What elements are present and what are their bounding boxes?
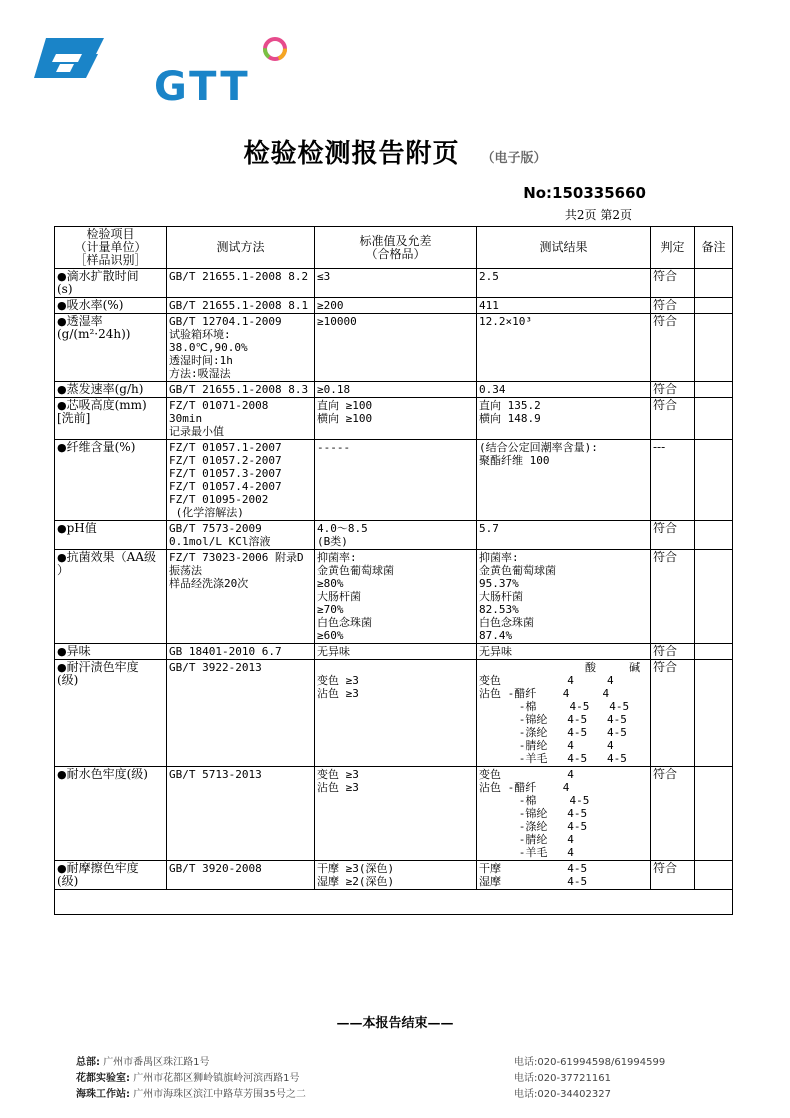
cell-result: 直向 135.2 横向 148.9: [477, 398, 651, 440]
cell-standard: 4.0～8.5 (B类): [315, 521, 477, 550]
bullet-icon: ●: [57, 661, 67, 674]
cell-standard: 变色 ≥3 沾色 ≥3: [315, 767, 477, 861]
cell-item: [55, 521, 167, 550]
blank-cell: [55, 890, 733, 915]
cell-remark: [695, 660, 733, 767]
header-standard: 标准值及允差 （合格品）: [315, 227, 477, 269]
cell-item: [55, 382, 167, 398]
cell-remark: [695, 269, 733, 298]
table-row: [55, 521, 733, 550]
cell-method: GB/T 5713-2013: [167, 767, 315, 861]
gtt-logo-mark-icon: [34, 34, 124, 84]
cell-item: [55, 440, 167, 521]
cell-result: 0.34: [477, 382, 651, 398]
cell-item: [55, 550, 167, 644]
item-label: 透湿率 (g/(m²·24h)): [57, 314, 131, 341]
cell-standard: ≥0.18: [315, 382, 477, 398]
bullet-icon: ●: [57, 522, 67, 535]
cell-result: 变色 4 沾色 -醋纤 4 -棉 4-5 -锦纶 4-5 -涤纶 4-5 -腈纶 4 -羊毛 4: [477, 767, 651, 861]
cell-item: [55, 767, 167, 861]
footer-label: 花都实验室:: [76, 1073, 130, 1084]
bullet-icon: ●: [57, 399, 67, 412]
table-header-row: [55, 227, 733, 269]
cell-verdict: 符合: [651, 269, 695, 298]
cell-item: [55, 644, 167, 660]
table-row: [55, 298, 733, 314]
item-label: 纤维含量(%): [66, 440, 136, 454]
cell-method: FZ/T 73023-2006 附录D 振荡法 样品经洗涤20次: [167, 550, 315, 644]
table-row: [55, 660, 733, 767]
header-result: 测试结果: [477, 227, 651, 269]
table-row: [55, 861, 733, 890]
table-body: [55, 269, 733, 915]
results-table: [54, 226, 733, 915]
cell-result: 干摩 4-5 湿摩 4-5: [477, 861, 651, 890]
item-label: 滴水扩散时间 (s): [57, 269, 139, 296]
cell-remark: [695, 382, 733, 398]
cell-remark: [695, 298, 733, 314]
item-label: 芯吸高度(mm) [洗前]: [57, 398, 147, 425]
cell-remark: [695, 644, 733, 660]
cell-standard: -----: [315, 440, 477, 521]
cell-item: [55, 314, 167, 382]
cell-verdict: 符合: [651, 398, 695, 440]
cell-remark: [695, 521, 733, 550]
footer-address: 广州市番禺区珠江路1号: [103, 1057, 210, 1068]
cell-remark: [695, 398, 733, 440]
footer-label: 总部:: [76, 1057, 100, 1068]
cell-method: FZ/T 01057.1-2007 FZ/T 01057.2-2007 FZ/T 01057.3-2007 FZ/T 01057.4-2007 FZ/T 01095-2002 (化学溶解法): [167, 440, 315, 521]
header-method: 测试方法: [167, 227, 315, 269]
cell-remark: [695, 314, 733, 382]
footer-row: [76, 1055, 716, 1071]
cell-standard: ≥10000: [315, 314, 477, 382]
bullet-icon: ●: [57, 270, 67, 283]
cell-item: [55, 398, 167, 440]
item-label: 蒸发速率(g/h): [66, 382, 144, 396]
cell-verdict: 符合: [651, 767, 695, 861]
table-row: [55, 440, 733, 521]
cell-verdict: 符合: [651, 521, 695, 550]
logo-text: GTT: [154, 64, 251, 110]
cell-result: 酸 碱 变色 4 4 沾色 -醋纤 4 4 -棉 4-5 4-5 -锦纶 4-5 4-5 -涤纶 4-5 4-5 -腈纶 4 4 -羊毛 4-5 4-5: [477, 660, 651, 767]
cell-remark: [695, 767, 733, 861]
cell-verdict: ---: [651, 440, 695, 521]
cell-method: GB/T 3922-2013: [167, 660, 315, 767]
cell-result: 12.2×10³: [477, 314, 651, 382]
cell-verdict: 符合: [651, 644, 695, 660]
cell-method: GB/T 21655.1-2008 8.1: [167, 298, 315, 314]
cell-verdict: 符合: [651, 660, 695, 767]
cell-standard: 无异味: [315, 644, 477, 660]
item-label: pH值: [66, 521, 97, 535]
cell-item: [55, 861, 167, 890]
cell-standard: ≥200: [315, 298, 477, 314]
footer-label: 海珠工作站:: [76, 1089, 130, 1100]
cell-method: GB/T 7573-2009 0.1mol/L KCl溶液: [167, 521, 315, 550]
footer: [76, 1055, 716, 1103]
table-row: [55, 382, 733, 398]
bullet-icon: ●: [57, 645, 67, 658]
blank-row: [55, 890, 733, 915]
title-sub: （电子版）: [481, 151, 547, 166]
bullet-icon: ●: [57, 551, 67, 564]
cell-verdict: 符合: [651, 550, 695, 644]
cell-remark: [695, 440, 733, 521]
table-row: [55, 269, 733, 298]
cell-method: GB 18401-2010 6.7: [167, 644, 315, 660]
footer-phone: 电话:020-34402327: [514, 1089, 611, 1100]
cell-method: GB/T 12704.1-2009 试验箱环境: 38.0℃,90.0% 透湿时间:1h 方法:吸湿法: [167, 314, 315, 382]
bullet-icon: ●: [57, 768, 67, 781]
footer-address: 广州市花都区狮岭镇旗岭河滨西路1号: [133, 1073, 300, 1084]
cell-standard: 直向 ≥100 横向 ≥100: [315, 398, 477, 440]
cell-standard: 干摩 ≥3(深色) 湿摩 ≥2(深色): [315, 861, 477, 890]
cell-verdict: 符合: [651, 861, 695, 890]
bullet-icon: ●: [57, 299, 67, 312]
item-label: 耐汗渍色牢度 (级): [57, 660, 139, 687]
cell-result: 抑菌率: 金黄色葡萄球菌 95.37% 大肠杆菌 82.53% 白色念珠菌 87.4%: [477, 550, 651, 644]
footer-address: 广州市海珠区滨江中路草芳围35号之二: [133, 1089, 306, 1100]
logo-ring-icon: [260, 34, 290, 64]
end-of-report: ——本报告结束——: [336, 1016, 454, 1031]
item-label: 抗菌效果（AA级 ）: [57, 550, 156, 577]
header-item: 检验项目 （计量单位） ［样品识别］: [55, 227, 167, 269]
cell-item: [55, 298, 167, 314]
cell-result: 2.5: [477, 269, 651, 298]
report-title: [0, 133, 790, 170]
footer-row: [76, 1087, 716, 1103]
header-remark: 备注: [695, 227, 733, 269]
cell-result: 411: [477, 298, 651, 314]
cell-method: FZ/T 01071-2008 30min 记录最小值: [167, 398, 315, 440]
cell-verdict: 符合: [651, 314, 695, 382]
table-row: [55, 767, 733, 861]
cell-verdict: 符合: [651, 382, 695, 398]
cell-method: GB/T 21655.1-2008 8.2: [167, 269, 315, 298]
title-main: 检验检测报告附页: [243, 139, 460, 169]
gtt-logo: [34, 34, 274, 110]
footer-phone: 电话:020-37721161: [514, 1073, 611, 1084]
item-label: 耐摩擦色牢度 (级): [57, 861, 139, 888]
table-row: [55, 314, 733, 382]
bullet-icon: ●: [57, 315, 67, 328]
table-row: [55, 644, 733, 660]
cell-result: 5.7: [477, 521, 651, 550]
header-verdict: 判定: [651, 227, 695, 269]
cell-remark: [695, 861, 733, 890]
cell-method: GB/T 3920-2008: [167, 861, 315, 890]
report-number: No:150335660: [523, 184, 646, 202]
cell-verdict: 符合: [651, 298, 695, 314]
table-row: [55, 550, 733, 644]
item-label: 异味: [66, 644, 91, 658]
footer-phone: 电话:020-61994598/61994599: [514, 1057, 666, 1068]
cell-standard: ≤3: [315, 269, 477, 298]
item-label: 耐水色牢度(级): [66, 767, 148, 781]
bullet-icon: ●: [57, 383, 67, 396]
cell-standard: 抑菌率: 金黄色葡萄球菌 ≥80% 大肠杆菌 ≥70% 白色念珠菌 ≥60%: [315, 550, 477, 644]
cell-result: (结合公定回潮率含量): 聚酯纤维 100: [477, 440, 651, 521]
table-row: [55, 398, 733, 440]
cell-result: 无异味: [477, 644, 651, 660]
bullet-icon: ●: [57, 862, 67, 875]
cell-item: [55, 269, 167, 298]
bullet-icon: ●: [57, 441, 67, 454]
item-label: 吸水率(%): [66, 298, 124, 312]
cell-item: [55, 660, 167, 767]
page-count: 共2页 第2页: [564, 208, 632, 222]
cell-standard: 变色 ≥3 沾色 ≥3: [315, 660, 477, 767]
footer-row: [76, 1071, 716, 1087]
cell-remark: [695, 550, 733, 644]
cell-method: GB/T 21655.1-2008 8.3: [167, 382, 315, 398]
